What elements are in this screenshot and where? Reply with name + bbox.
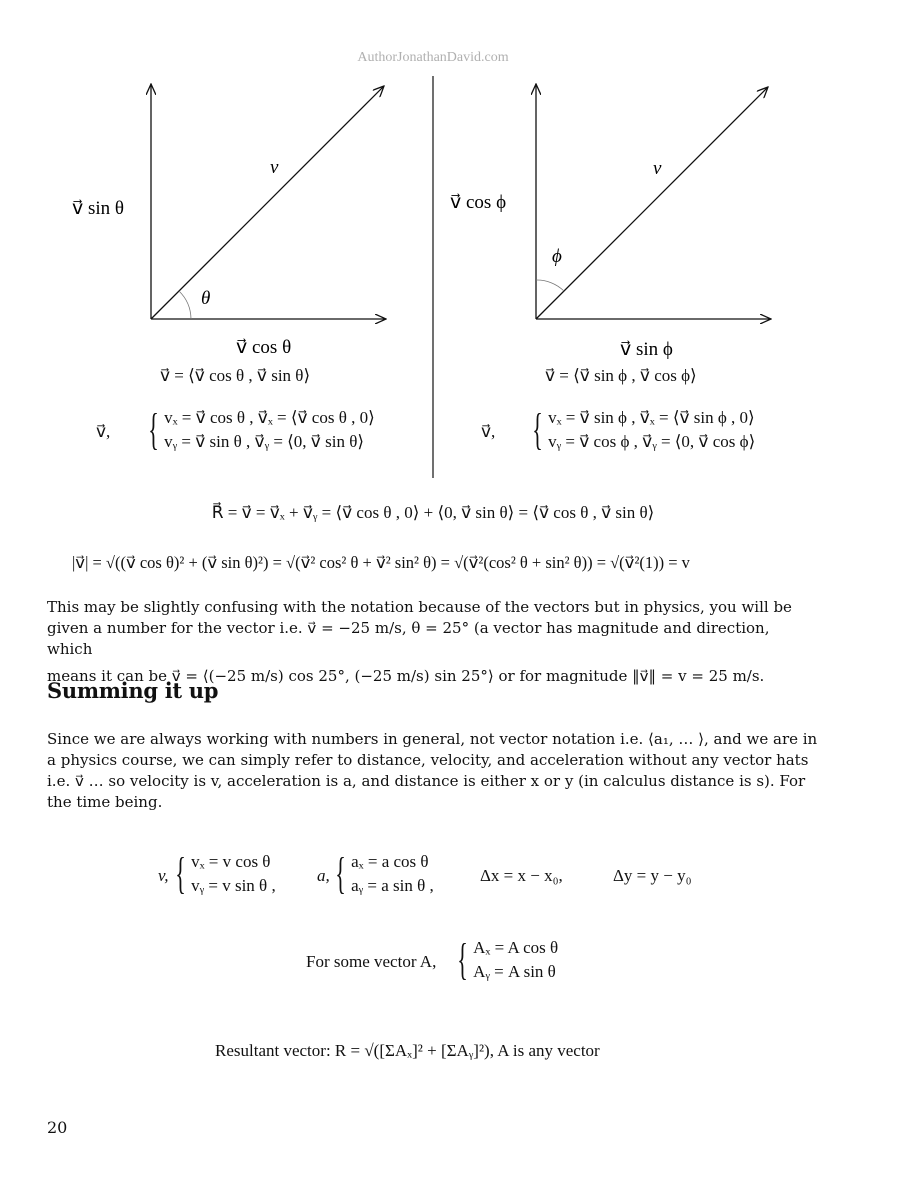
right-system-prefix: v⃗, [481, 422, 496, 441]
left-y-label: v⃗ sin θ [72, 198, 125, 219]
some-vector-prefix: For some vector A, [306, 952, 437, 971]
section-heading: Summing it up [47, 678, 219, 703]
paragraph-summary-line3: i.e. v⃗ … so velocity is v, acceleration is a, and distance is either x or y (in calculus distance is s). For [47, 772, 806, 790]
left-system-line1: vₓ = v⃗ cos θ , v⃗ₓ = ⟨v⃗ cos θ , 0⟩ [164, 408, 375, 427]
right-vector-label: v⃗ [653, 158, 677, 179]
left-figure [72, 84, 386, 358]
paragraph-summary-line4: the time being. [47, 793, 163, 811]
paragraph-summary-line1: Since we are always working with numbers in general, not vector notation i.e. ⟨a₁, … ⟩, and we are in [47, 730, 818, 748]
velocity-line1: vₓ = v cos θ [191, 852, 271, 871]
right-y-label: v⃗ cos ϕ [450, 192, 507, 213]
left-system-line2: vᵧ = v⃗ sin θ , v⃗ᵧ = ⟨0, v⃗ sin θ⟩ [164, 432, 364, 451]
right-angle-arc [536, 280, 564, 291]
some-vector-line1: Aₓ = A cos θ [473, 938, 559, 957]
right-system-line2: vᵧ = v⃗ cos ϕ , v⃗ᵧ = ⟨0, v⃗ cos ϕ⟩ [548, 432, 756, 451]
acceleration-line2: aᵧ = a sin θ , [351, 876, 434, 895]
delta-x-equation: Δx = x − x₀, [480, 866, 563, 885]
velocity-prefix: v, [158, 866, 169, 885]
right-system-line1: vₓ = v⃗ sin ϕ , v⃗ₓ = ⟨v⃗ sin ϕ , 0⟩ [548, 408, 755, 427]
velocity-brace: { [175, 849, 186, 898]
left-angle-arc [179, 291, 191, 319]
some-vector-brace: { [457, 935, 468, 984]
left-component-system [143, 406, 375, 454]
right-component-system [527, 406, 755, 454]
right-brace: { [532, 405, 543, 454]
paragraph-summary [47, 729, 819, 813]
resultant-vector-formula: Resultant vector: R = √([ΣAₓ]² + [ΣAᵧ]²), A is any vector [215, 1041, 600, 1060]
velocity-line2: vᵧ = v sin θ , [191, 876, 276, 895]
right-x-label: v⃗ sin ϕ [620, 339, 673, 360]
page-number: 20 [47, 1118, 68, 1137]
delta-y-equation: Δy = y − y₀ [613, 866, 692, 885]
paragraph-notation-line2: given a number for the vector i.e. v⃗ = −25 m/s, θ = 25° (a vector has magnitude and direction, which [47, 619, 770, 658]
acceleration-prefix: a, [317, 866, 330, 885]
paragraph-notation-line3: means it can be v⃗ = ⟨(−25 m/s) cos 25°, (−25 m/s) sin 25°⟩ or for magnitude ‖v⃗‖ = v = 25 m/s. [47, 667, 765, 685]
acceleration-system [330, 850, 434, 898]
acceleration-line1: aₓ = a cos θ [351, 852, 429, 871]
paragraph-summary-line2: a physics course, we can simply refer to distance, velocity, and acceleration without any vector hats [47, 751, 809, 769]
some-vector-system [452, 936, 558, 984]
left-system-prefix: v⃗, [96, 422, 111, 441]
watermark: AuthorJonathanDavid.com [357, 50, 509, 65]
right-vector-arrow [536, 87, 768, 319]
left-x-label: v⃗ cos θ [236, 337, 292, 358]
left-vector-tuple: v⃗ = ⟨v⃗ cos θ , v⃗ sin θ⟩ [160, 366, 311, 385]
resultant-sum-equation: R⃗ = v⃗ = v⃗ₓ + v⃗ᵧ = ⟨v⃗ cos θ , 0⟩ + ⟨0, v⃗ sin θ⟩ = ⟨v⃗ cos θ , v⃗ sin θ⟩ [211, 503, 655, 522]
right-angle-label: ϕ [552, 246, 562, 267]
some-vector-line2: Aᵧ = A sin θ [473, 962, 556, 981]
left-brace: { [148, 405, 159, 454]
right-figure [450, 84, 771, 360]
paragraph-notation-line1: This may be slightly confusing with the notation because of the vectors but in physics, you will be [47, 598, 792, 616]
magnitude-equation: |v⃗| = √((v⃗ cos θ)² + (v⃗ sin θ)²) = √(v⃗² cos² θ + v⃗² sin² θ) = √(v⃗²(cos² θ + sin² θ)) = √(v⃗²(1)) = v [72, 553, 690, 572]
paragraph-notation [47, 597, 819, 687]
vector-figures [0, 70, 900, 490]
left-vector-arrow [151, 86, 384, 319]
left-angle-label: θ [201, 288, 211, 309]
right-vector-tuple: v⃗ = ⟨v⃗ sin ϕ , v⃗ cos ϕ⟩ [545, 366, 697, 385]
velocity-system [170, 850, 276, 898]
acceleration-brace: { [335, 849, 346, 898]
left-vector-label: v⃗ [270, 157, 294, 178]
